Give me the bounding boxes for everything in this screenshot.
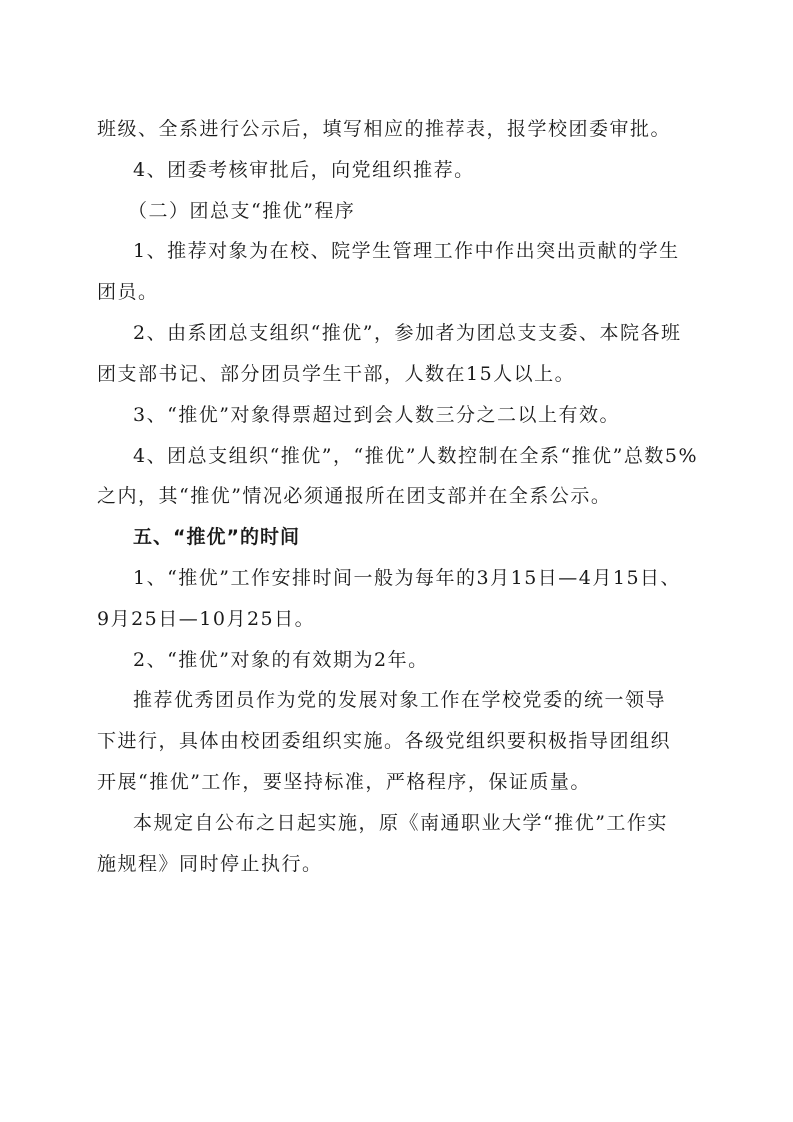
paragraph-line: 推荐优秀团员作为党的发展对象工作在学校党委的统一领导	[133, 689, 667, 711]
paragraph-line: 9月25日—10月25日。	[97, 608, 316, 630]
paragraph-line: 开展“推优”工作，要坚持标准，严格程序，保证质量。	[97, 771, 591, 793]
paragraph-line: 4、团委考核审批后，向党组织推荐。	[133, 159, 475, 181]
section-subheading: （二）团总支“推优”程序	[128, 200, 356, 222]
paragraph-line: 3、“推优”对象得票超过到会人数三分之二以上有效。	[133, 404, 621, 426]
paragraph-line: 2、由系团总支组织“推优”，参加者为团总支支委、本院各班	[133, 322, 682, 344]
paragraph-line: 班级、全系进行公示后，填写相应的推荐表，报学校团委审批。	[97, 118, 672, 140]
paragraph-line: 本规定自公布之日起实施，原《南通职业大学“推优”工作实	[133, 812, 668, 834]
paragraph-line: 团支部书记、部分团员学生干部，人数在15人以上。	[97, 363, 576, 385]
paragraph-line: 之内，其“推优”情况必须通报所在团支部并在全系公示。	[97, 485, 612, 507]
paragraph-line: 下进行，具体由校团委组织实施。各级党组织要积极指导团组织	[97, 730, 672, 752]
paragraph-line: 2、“推优”对象的有效期为2年。	[133, 649, 429, 671]
paragraph-line: 4、团总支组织“推优”，“推优”人数控制在全系“推优”总数5%	[133, 445, 699, 467]
paragraph-line: 1、推荐对象为在校、院学生管理工作中作出突出贡献的学生	[133, 240, 680, 262]
section-heading: 五、“推优”的时间	[133, 526, 300, 548]
paragraph-line: 施规程》同时停止执行。	[97, 853, 323, 875]
paragraph-line: 1、“推优”工作安排时间一般为每年的3月15日—4月15日、	[133, 567, 682, 589]
paragraph-line: 团员。	[97, 281, 159, 303]
